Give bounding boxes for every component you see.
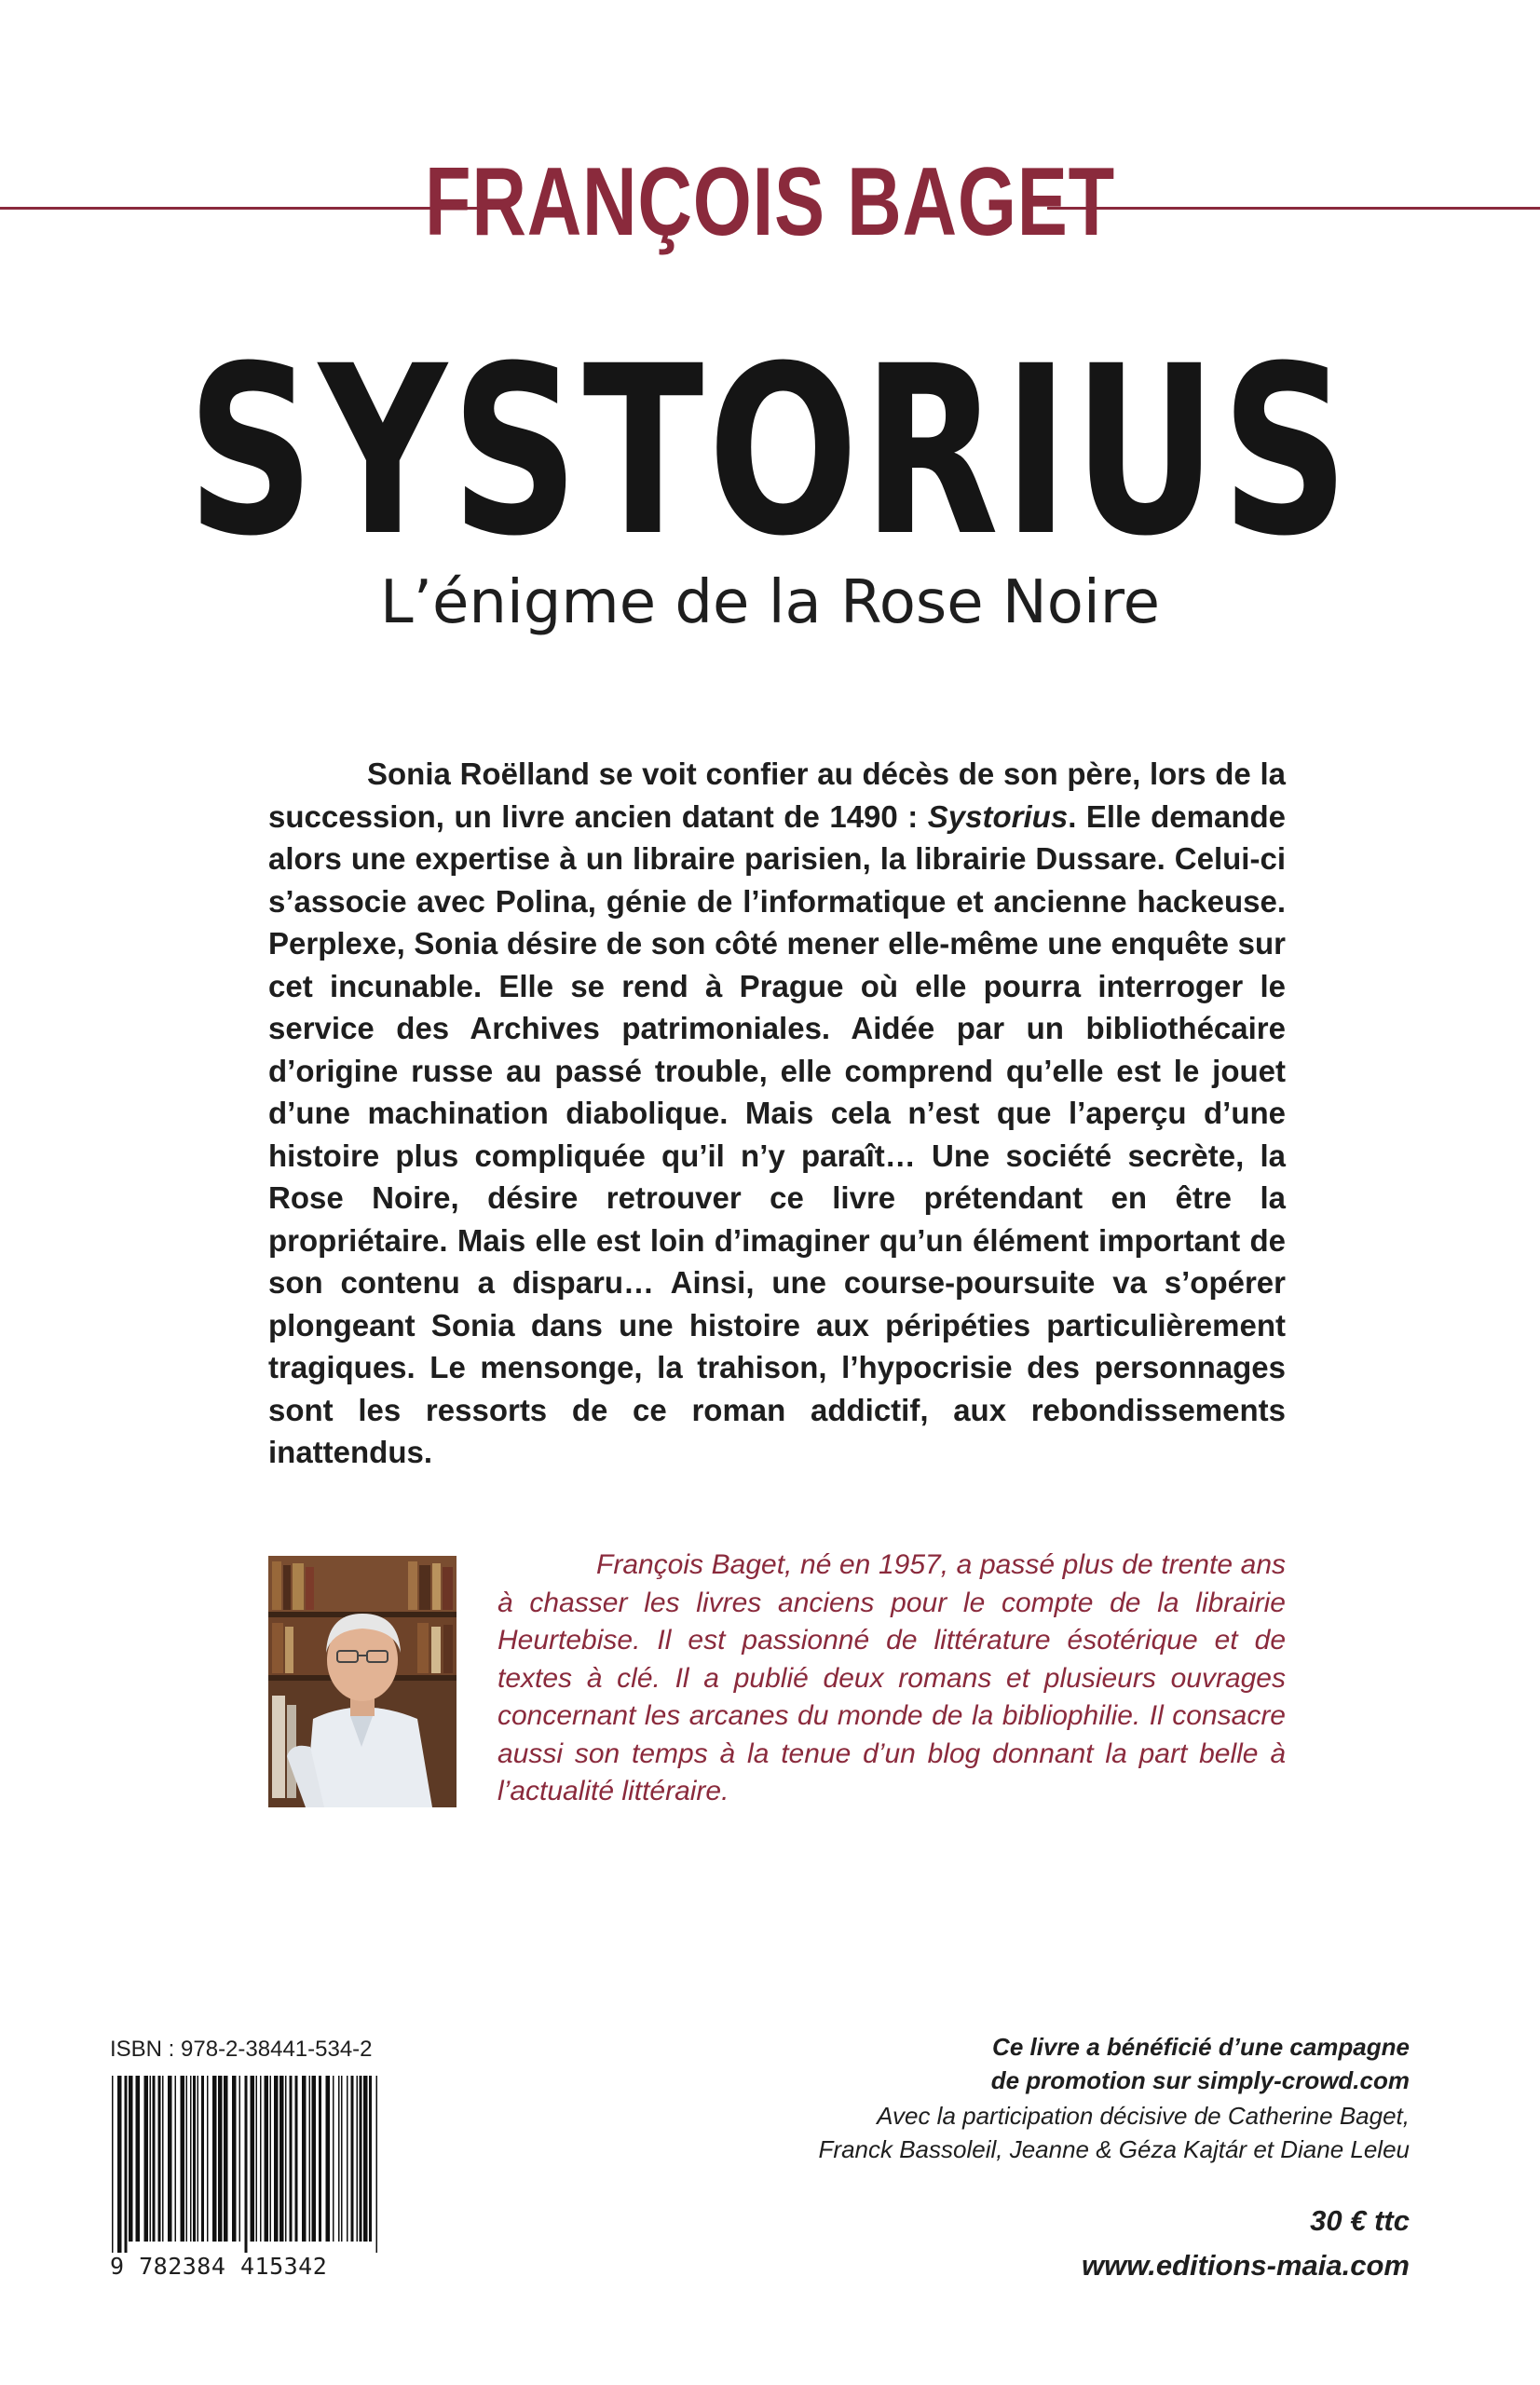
barcode-bar xyxy=(319,2076,321,2242)
barcode-bar xyxy=(181,2076,185,2242)
barcode-bar xyxy=(326,2076,331,2242)
book-subtitle: L’énigme de la Rose Noire xyxy=(380,568,1160,637)
barcode-bar xyxy=(260,2076,262,2242)
synopsis-text-end: . Elle demande alors une expertise à un libraire parisien, la librairie Dussare. Celui-ci s’associe avec Polina, génie de l’informatique et ancienne hackeuse. Perplexe, Sonia désire de son côté mener elle-même une enquête sur cet incunable. Elle se rend à Prague où elle pourra interroger le service des Archives patrimoniales. Aidée par un bibliothécaire d’origine russe au passé trouble, elle comprend qu’elle est le jouet d’une machination diabolique. Mais cela n’est que l’aperçu d’une histoire plus compliquée qu’il n’y paraît… Une société secrète, la Rose Noire, désire retrouver ce livre prétendant en être la propriétaire. Mais elle est loin d’imaginer qu’un élément important de son contenu a disparu… Ainsi, une course-poursuite va s’opérer plongeant Sonia dans une histoire aux péripéties particulièrement tragiques. Le mensonge, la trahison, l’hypocrisie des personnages sont les ressorts de ce roman addictif, aux rebondissements inattendus. xyxy=(268,798,1286,1469)
synopsis-paragraph xyxy=(268,753,1286,1474)
barcode-bar xyxy=(112,2076,114,2253)
barcode-bar xyxy=(232,2076,237,2242)
barcode-bar xyxy=(153,2076,156,2242)
barcode-bar xyxy=(125,2076,128,2253)
barcode-bar xyxy=(265,2076,269,2242)
barcode-bar xyxy=(150,2076,152,2242)
barcode-bar xyxy=(333,2076,334,2242)
barcode-bar xyxy=(357,2076,359,2242)
author-photo-illustration xyxy=(268,1556,457,1807)
publisher-website: www.editions-maia.com xyxy=(1082,2249,1410,2282)
barcode-bar xyxy=(218,2076,223,2242)
synopsis-book-name: Systorius xyxy=(927,798,1069,834)
barcode-bar xyxy=(270,2076,272,2242)
barcode-bar xyxy=(347,2076,348,2242)
barcode-bar xyxy=(360,2076,362,2242)
barcode-bar xyxy=(274,2076,279,2242)
synopsis-text-start: Sonia Roëlland se voit confier au décès de son père, lors de la succession, un livre ancien datant de 1490 : xyxy=(268,756,1286,834)
barcode-bar xyxy=(162,2076,164,2242)
barcode-digits: 9 782384 415342 xyxy=(110,2253,328,2280)
author-bio-paragraph: François Baget, né en 1957, a passé plus de trente ans à chasser les livres anciens pour le compte de la librairie Heurtebise. Il est passionné de littérature ésotérique et de textes à clé. Il a publié deux romans et plusieurs ouvrages concernant les arcanes du monde de la bibliophilie. Il consacre aussi son temps à la tenue d’un blog donnant la part belle à l’actualité littéraire. xyxy=(497,1549,1286,1806)
barcode-bar xyxy=(239,2076,241,2242)
isbn-label: ISBN : 978-2-38441-534-2 xyxy=(110,2037,373,2062)
barcode-bar xyxy=(158,2076,161,2242)
barcode xyxy=(110,2076,380,2253)
price: 30 € ttc xyxy=(1310,2204,1410,2237)
barcode-bar xyxy=(212,2076,217,2242)
barcode-bar xyxy=(256,2076,258,2242)
barcode-bar xyxy=(363,2076,368,2242)
barcode-bar xyxy=(312,2076,317,2242)
credits-line-4: Franck Bassoleil, Jeanne & Géza Kajtár et Diane Leleu xyxy=(818,2135,1410,2163)
barcode-bar xyxy=(224,2076,228,2242)
barcode-bar xyxy=(245,2076,248,2253)
barcode-bar xyxy=(207,2076,209,2242)
barcode-bar xyxy=(144,2076,149,2242)
barcode-bar xyxy=(168,2076,172,2242)
barcode-bar xyxy=(309,2076,311,2242)
barcode-bar xyxy=(201,2076,204,2242)
author-photo xyxy=(268,1556,457,1807)
credits-line-1: Ce livre a bénéficié d’une campagne xyxy=(992,2033,1410,2061)
barcode-bar xyxy=(198,2076,199,2242)
barcode-bar xyxy=(129,2076,133,2242)
barcode-bar xyxy=(302,2076,307,2242)
barcode-bar xyxy=(136,2076,141,2242)
barcode-bar xyxy=(175,2076,177,2242)
credits-line-3: Avec la participation décisive de Catherine Baget, xyxy=(877,2102,1410,2130)
book-title: SYSTORIUS xyxy=(186,316,1354,587)
barcode-bar xyxy=(251,2076,255,2242)
barcode-bar xyxy=(190,2076,192,2242)
barcode-bar xyxy=(351,2076,354,2242)
author-name: FRANÇOIS BAGET xyxy=(425,148,1115,256)
synopsis xyxy=(268,753,1286,1474)
barcode-bar xyxy=(193,2076,196,2242)
barcode-bar xyxy=(186,2076,188,2242)
barcode-bar xyxy=(295,2076,298,2242)
barcode-bar xyxy=(279,2076,284,2242)
credits-line-2: de promotion sur simply-crowd.com xyxy=(990,2066,1410,2094)
barcode-bar xyxy=(290,2076,293,2242)
barcode-bar xyxy=(285,2076,287,2242)
barcode-bar xyxy=(338,2076,340,2242)
barcode-bar xyxy=(117,2076,122,2253)
barcode-bar xyxy=(376,2076,378,2253)
author-bio xyxy=(497,1547,1286,1811)
barcode-bar xyxy=(369,2076,372,2242)
barcode-bar xyxy=(341,2076,343,2242)
